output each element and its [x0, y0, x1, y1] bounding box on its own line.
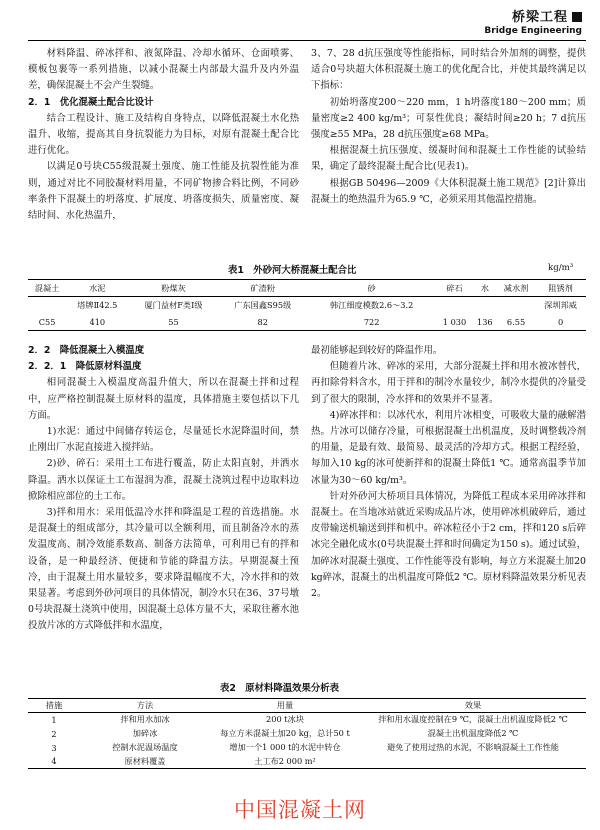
- table-header-cell: 混凝土: [34, 282, 60, 293]
- paragraph: 以满足0号块C55级混凝土强度、施工性能及抗裂性能为准则，通过对比不同胶凝材料用量，不同矿物掺合料比例，不同砂率条件下混凝土的坍落度、扩展度、坍落度损失、质量密度、凝结时间、水化热温升，: [28, 161, 299, 222]
- paragraph: 但随着片冰、碎冰的采用，大部分混凝土拌和用水被冰替代，再扣除骨料含水，用于拌和的制冷水量较少，制冷水提供的冷量受到了很大的限制，冷水拌和的效果并不显著。: [311, 361, 586, 405]
- header-rule: [28, 40, 586, 41]
- table-cell: 韩江细度模数2.6～3.2: [329, 299, 414, 310]
- table-header-cell: 方法: [136, 700, 154, 710]
- table-cell: [28, 297, 66, 314]
- table-header-cell: 效果: [464, 700, 482, 710]
- paragraph: 结合工程设计、施工及结构自身特点，以降低混凝土水化热温升、收缩，提高其自身抗裂能力为目标，对原有混凝土配合比进行优化。: [28, 112, 299, 157]
- table-header-row: [28, 280, 586, 297]
- journal-title-en: Bridge Engineering: [484, 26, 582, 36]
- table-cell: 混凝土出机温度降低2 ℃: [427, 728, 519, 738]
- table-cell: 增加一个1 000 t的水泥中转仓: [229, 742, 341, 752]
- paragraph: 针对外砂河大桥项目具体情况，为降低工程成本采用碎冰拌和混凝土。在当地冰站就近采购成品片冰，使用碎冰机破碎后，通过皮带输送机输送到拌和机中。碎冰粒径小于2 cm，拌和120 s后碎冰完全融化成水(0号块混凝土拌和时间确定为150 s)。通过试验，加碎冰对混凝土强度、工作性能等没有影响，每立方米混凝土加20 kg碎冰，混凝土的出机温度可降低2 ℃。原材料降温效果分析见表2。: [311, 490, 586, 600]
- right-column-mid: [311, 343, 586, 602]
- paragraph: 3、7、28 d抗压强度等性能指标，同时结合外加剂的调整，提供适合0号块超大体积混凝土施工的优化配合比，并使其最终满足以下指标：: [311, 48, 586, 92]
- table-row: [28, 755, 586, 769]
- table-cell: 4: [51, 756, 57, 767]
- table-header-cell: 措施: [45, 700, 63, 710]
- table-cell: 82: [257, 316, 268, 327]
- table-header-row: [28, 699, 586, 713]
- table-cell: 加碎冰: [132, 728, 158, 738]
- left-column-top: [28, 46, 299, 224]
- table-header-cell: 阻锈剂: [548, 282, 573, 293]
- section-heading-2-2-1: 2．2．1 降低原材料温度: [28, 361, 142, 373]
- table-cell: 722: [363, 316, 380, 327]
- table2-caption: 表2 原材料降温效果分析表: [220, 683, 340, 694]
- table-cell: 55: [168, 316, 179, 327]
- paragraph: 初始坍落度200～220 mm，1 h坍落度180～200 mm；质量密度≥2 400 kg/m³；可泵性优良；凝结时间≥20 h；7 d抗压强度≥55 MPa，28 d抗压强度≥68 MPa。: [311, 96, 586, 141]
- table-cell: [360, 755, 586, 769]
- table-cell: 1 030: [442, 316, 467, 327]
- table1-unit: kg/m³: [548, 263, 574, 273]
- left-column-mid: [28, 343, 299, 635]
- table1: [28, 279, 586, 331]
- table-cell: 6.55: [506, 316, 526, 327]
- header-square-icon: [572, 12, 582, 22]
- paragraph: 1)水泥：通过中间储存转运仓，尽量延长水泥降温时间，禁止刚出厂水泥直接进入搅拌站。: [28, 426, 299, 454]
- paragraph: 相同混凝土入模温度高温升值大，所以在混凝土拌和过程中，应严格控制混凝土原材料的温度，具体措施主要包括以下几方面。: [28, 377, 299, 421]
- table1-caption: 表1 外砂河大桥混凝土配合比: [228, 265, 357, 276]
- table-row: [28, 297, 586, 314]
- table-cell: 200 t冰块: [266, 714, 304, 725]
- table-cell: [497, 297, 535, 314]
- paragraph: 2)砂、碎石：采用土工布进行覆盖，防止太阳直射，并洒水降温。洒水以保证土工布湿润为准，混凝土浇筑过程中边取料边掀除相应部位的土工布。: [28, 458, 299, 502]
- section-heading-2-2: 2．2 降低混凝土入模温度: [28, 345, 145, 356]
- table-cell: 1: [51, 714, 57, 725]
- table-header-cell: 砂: [367, 282, 376, 293]
- table-cell: 拌和用水加冰: [120, 714, 170, 725]
- paragraph: 材料降温、碎冰拌和、液氮降温、冷却水循环、仓面喷雾、模板包裹等一系列措施，以减小混凝土内部最大温升及内外温差，确保混凝土不会产生裂缝。: [28, 48, 299, 92]
- table-cell: 410: [89, 316, 106, 327]
- paragraph: 3)拌和用水：采用低温冷水拌和降温是工程的首选措施。水是混凝土的组成部分，其冷量可以全额利用，而且制备冷水的蒸发温度高、制冷效能系数高、制备方法简单，可利用已有的拌和设备，是一种最经济、便捷和节能的降温方法。早期混凝土预冷，由于混凝土用水量较多，要求降温幅度不大，冷水拌和的效果显著。考虑到外砂河项目的具体情况，制冷水只在36、37号墩0号块混凝土浇筑中使用，因混凝土总体方量不大，采取往蓄水池投放片冰的方式降低拌和水温度，: [28, 507, 299, 632]
- table-cell: 0: [557, 316, 564, 327]
- table-cell: 3: [51, 742, 57, 753]
- table-cell: 136: [477, 316, 493, 327]
- table-header-cell: 碎石: [446, 282, 463, 293]
- table-cell: C55: [38, 316, 56, 327]
- journal-title-cn: 桥梁工程: [511, 10, 568, 25]
- table-cell: 广东国鑫S95级: [234, 299, 292, 310]
- table-cell: 控制水泥温场温度: [112, 742, 178, 752]
- table-cell: 避免了使用过热的水泥，不影响混凝土工作性能: [387, 742, 559, 752]
- table-cell: 深圳邦威: [544, 299, 577, 310]
- table-cell: 2: [51, 728, 57, 739]
- paragraph: 根据混凝土抗压强度、缓凝时间和混凝土工作性能的试验结果，确定了最终混凝土配合比(见表1)。: [311, 145, 586, 173]
- table-row: [28, 727, 586, 741]
- table-header-cell: 水泥: [89, 282, 106, 293]
- table-header-cell: 用量: [276, 700, 294, 710]
- paragraph: 4)碎冰拌和：以冰代水，利用片冰相变，可吸收大量的融解潜热。片冰可以储存冷量，可根据混凝土出机温度，及时调整载冷剂的用量，是最有效、最简易、最灵活的冷却方式。根据工程经验，每加入10 kg的冰可使新拌和的混凝土降低1 ℃。通常高温季节加冰量为30～60 kg/m³。: [311, 409, 586, 486]
- table-cell: 土工布2 000 m²: [254, 755, 316, 766]
- journal-header: [484, 6, 582, 36]
- table-cell: 塔牌Ⅱ42.5: [77, 299, 118, 310]
- table-row: [28, 713, 586, 727]
- table-cell: [473, 297, 497, 314]
- table-header-cell: 减水剂: [503, 282, 529, 293]
- paragraph: 根据GB 50496—2009《大体积混凝土施工规范》[2]计算出混凝土的绝热温升为65.9 ℃，必须采用其他温控措施。: [311, 177, 586, 205]
- table-cell: 拌和用水温度控制在9 ℃，混凝土出机温度降低2 ℃: [378, 714, 568, 725]
- table-header-cell: 水: [480, 282, 489, 293]
- table-cell: 原材料覆盖: [124, 755, 166, 766]
- table-header-cell: 矿渣粉: [250, 282, 276, 293]
- table-cell: [436, 297, 472, 314]
- right-column-top: [311, 46, 586, 208]
- table-row: [28, 314, 586, 331]
- paragraph: 最初能够起到较好的降温作用。: [311, 345, 443, 356]
- table2: [28, 698, 586, 769]
- table-cell: 厦门益材F类Ⅰ级: [144, 299, 203, 310]
- table-header-cell: 粉煤灰: [161, 282, 186, 293]
- table-row: [28, 741, 586, 755]
- section-heading-2-1: 2．1 优化混凝土配合比设计: [28, 96, 154, 108]
- table-cell: 每立方米混凝土加20 kg，总计50 t: [220, 728, 350, 738]
- watermark: 中国混凝土网: [234, 798, 366, 822]
